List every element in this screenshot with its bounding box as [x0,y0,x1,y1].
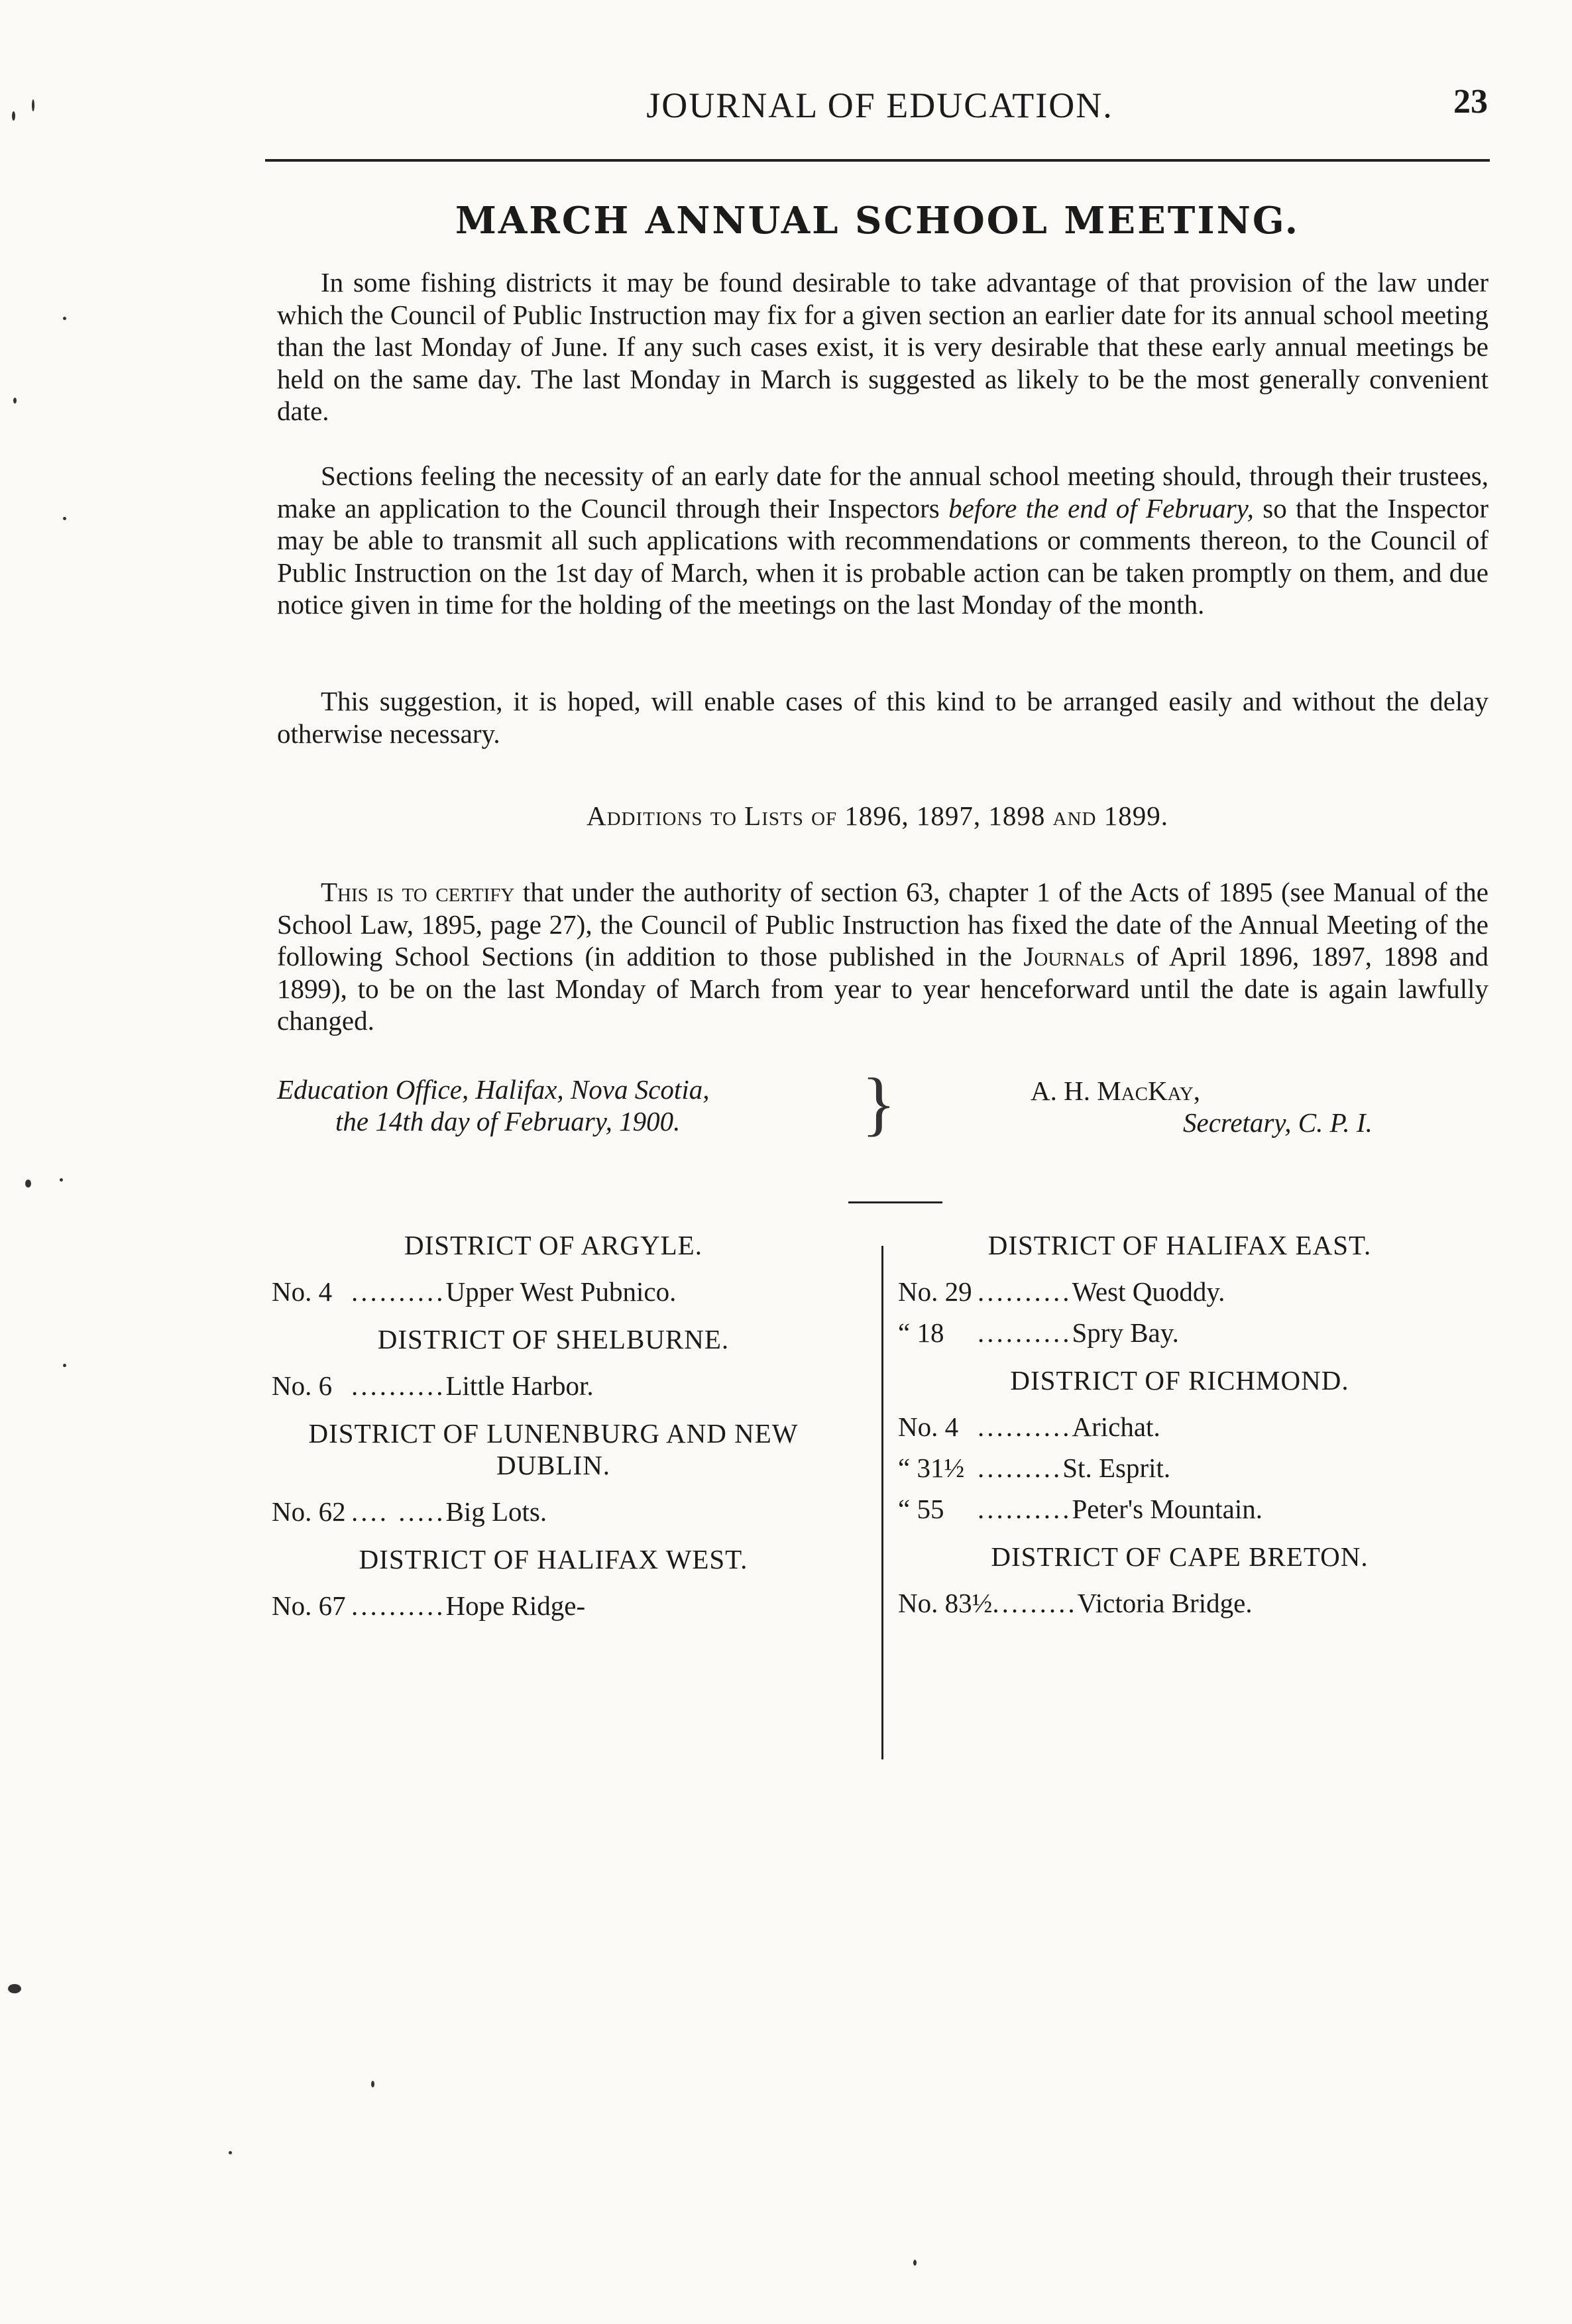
district-heading: DISTRICT OF SHELBURNE. [377,1324,730,1355]
section-place: Hope Ridge- [445,1590,586,1621]
signatory-title: Secretary, C. P. I. [1183,1107,1373,1138]
school-section-entry [898,1587,1465,1619]
section-place: Peter's Mountain. [1072,1494,1263,1524]
section-place: Spry Bay. [1072,1317,1179,1348]
leader-dots: .......... [978,1411,1072,1442]
certification-text-a: that under the authority of section 63, chapter 1 of the Acts of 1895 (see Manual of the School Law, 1895, page 27), the Council of Public Instruction has fixed the date of the Annual Meeting of the following School Sections (in addition to those published in the [277,877,1488,971]
school-section-entry [898,1317,1465,1349]
scan-speck [25,1180,31,1188]
additions-heading-a: Additions to Lists of [586,801,838,831]
section-place: Little Harbor. [445,1370,594,1401]
certification-text-b: of April 1896, 1897, 1898 and 1899), to be on the last Monday of March from year to year henceforward until the date is again lawfully changed. [277,941,1489,1036]
section-place: St. Esprit. [1062,1453,1171,1483]
scan-speck [63,517,66,520]
article-paragraph-1: In some fishing districts it may be found desirable to take advantage of that provision of the law under which the Council of Public Instruction may fix for a given section an earlier date for its annual school meeting than the last Monday of June. If any such cases exist, it is very desirable that these early annual meetings be held on the same day. The last Monday in March is suggested as likely to be the most generally convenient date. [277,267,1488,426]
section-number: No. 62 [272,1496,346,1527]
school-section-entry [272,1496,838,1527]
certification-paragraph [277,876,1488,1037]
leader-dots: .......... [351,1370,446,1401]
leader-dots: .......... [978,1494,1072,1524]
certify-lead: This is to certify [321,877,515,907]
scan-speck [60,1178,63,1182]
additions-heading-d: 1899. [1096,801,1168,831]
section-number: No. 29 [898,1276,972,1307]
section-place: Big Lots. [445,1496,547,1527]
section-place: Upper West Pubnico. [445,1276,677,1307]
district-heading: DISTRICT OF ARGYLE. [404,1230,702,1260]
section-place: West Quoddy. [1072,1276,1225,1307]
district-heading: DISTRICT OF CAPE BRETON. [991,1541,1369,1572]
additions-heading-b: 1896, 1897, 1898 [837,801,1053,831]
school-section-entry [898,1493,1465,1525]
signature-block [1031,1075,1373,1138]
school-section-entry [272,1276,838,1307]
district-heading: DISTRICT OF HALIFAX EAST. [987,1230,1372,1260]
scan-speck [371,2081,374,2087]
section-number: “ 18 [898,1317,944,1348]
journals-word: Journals [1023,941,1125,971]
section-divider-rule [848,1201,942,1203]
signature-place-date [277,1074,709,1137]
section-number: No. 4 [898,1411,959,1442]
districts-left-column [268,1229,838,1631]
brace-glyph: } [862,1064,896,1143]
section-number: No. 83½ [898,1588,993,1618]
leader-dots: .......... [978,1317,1072,1348]
school-section-entry [272,1370,838,1402]
signatory-name-text: A. H. MacKay, [1031,1076,1201,1106]
section-number: “ 31½ [898,1453,965,1483]
scan-speck [229,2151,232,2154]
scan-speck [13,398,17,404]
signature-place: Education Office, Halifax, Nova Scotia, [277,1074,710,1105]
additions-heading [265,800,1490,832]
section-place: Arichat. [1072,1411,1160,1442]
section-place: Victoria Bridge. [1077,1588,1253,1618]
paragraph-2-emphasis: before the end of February, [948,492,1254,524]
school-section-entry [898,1452,1465,1484]
scan-speck [913,2260,917,2266]
leader-dots: .......... [351,1590,446,1621]
leader-dots: .... ..... [351,1496,446,1527]
scan-speck [8,1984,21,1993]
additions-heading-c: and [1052,801,1097,831]
signatory-name [1031,1075,1373,1107]
scan-speck [63,1364,66,1367]
districts-right-column [895,1229,1465,1628]
district-heading: DISTRICT OF LUNENBURG AND NEW DUBLIN. [308,1418,799,1480]
scan-speck [12,111,15,121]
district-heading: DISTRICT OF RICHMOND. [1010,1365,1349,1396]
section-number: No. 67 [272,1590,346,1621]
leader-dots: .......... [978,1276,1072,1307]
page-number: 23 [1453,83,1488,121]
section-number: No. 4 [272,1276,333,1307]
leader-dots: ......... [992,1588,1078,1618]
paragraph-2-text-b: so that the Inspector may be able to transmit all such applications with recommendations or comments thereon, to the Council of Public Instruction on the 1st day of March, when it is probable action can be taken promptly on them, and due notice given in time for the holding of the meetings on the last Monday of the month. [277,492,1488,620]
page-header [272,80,1488,139]
district-heading: DISTRICT OF HALIFAX WEST. [359,1544,748,1575]
article-paragraph-2 [277,460,1488,621]
header-rule [265,159,1490,162]
school-section-entry [898,1411,1465,1443]
article-paragraph-3: This suggestion, it is hoped, will enable cases of this kind to be arranged easily and without the delay otherwise necessary. [277,686,1488,749]
paragraph-2-text-a: Sections feeling the necessity of an early date for the annual school meeting should, through their trustees, make an application to the Council through their Inspectors [277,461,1488,524]
section-number: “ 55 [898,1494,944,1524]
scan-speck [63,317,66,320]
scan-speck [32,99,34,111]
signature-date: the 14th day of February, 1900. [335,1106,681,1136]
article-heading: MARCH ANNUAL SCHOOL MEETING. [455,199,1300,243]
leader-dots: .......... [351,1276,446,1307]
column-divider [881,1246,883,1759]
leader-dots: ......... [978,1453,1063,1483]
school-section-entry [272,1590,838,1622]
journal-title: JOURNAL OF EDUCATION. [646,85,1113,125]
section-number: No. 6 [272,1370,333,1401]
school-section-entry [898,1276,1465,1307]
